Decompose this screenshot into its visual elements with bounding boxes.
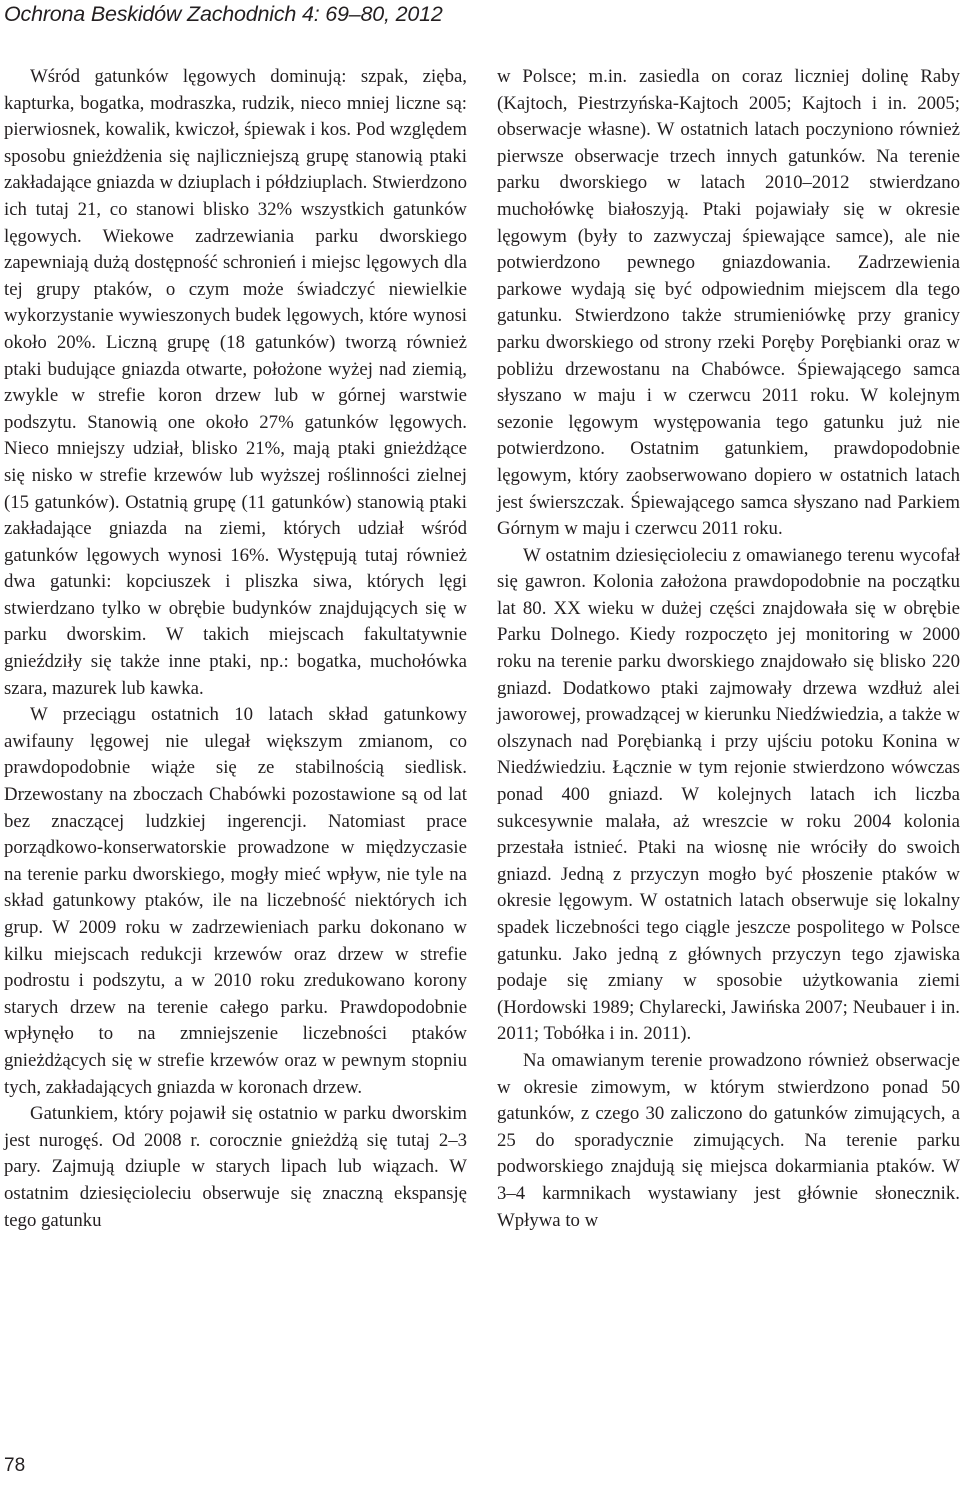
- running-head: Ochrona Beskidów Zachodnich 4: 69–80, 2012: [4, 2, 443, 26]
- left-paragraph-2: W przeciągu ostatnich 10 latach skład gatunkowy awifauny lęgowej nie ulegał większym zmianom, co prawdopodobnie wiąże się ze stabilnością siedlisk. Drzewostany na zboczach Chabówki pozostawione są od lat bez znaczącej ludzkiej ingerencji. Natomiast prace porządkowo-konserwatorskie prowadzone w międzyczasie na terenie parku dworskiego, mogły mieć wpływ, nie tyle na skład gatunkowy ptaków, ile na liczebność niektórych ich grup. W 2009 roku w zadrzewieniach parku dokonano w kilku miejscach redukcji krzewów oraz drzew w strefie podrostu i podszytu, a w 2010 roku zredukowano korony starych drzew na terenie całego parku. Prawdopodobnie wpłynęło to na zmniejszenie liczebności ptaków gnieżdżących się w strefie krzewów oraz w pewnym stopniu tych, zakładających gniazda w koronach drzew.: [4, 704, 467, 1098]
- right-paragraph-3: Na omawianym terenie prowadzono również obserwacje w okresie zimowym, w którym stwierdzono ponad 50 gatunków, z czego 30 zaliczono do gatunków zimujących, a 25 do sporadycznie zimujących. Na terenie parku podworskiego znajdują się miejsca dokarmiania ptaków. W 3–4 karmnikach wystawiany jest głównie słonecznik. Wpływa to w: [497, 1049, 960, 1231]
- right-paragraph-2: W ostatnim dziesięcioleciu z omawianego terenu wycofał się gawron. Kolonia założona prawdopodobnie na początku lat 80. XX wieku w dużej części znajdowała się w obrębie Parku Dolnego. Kiedy rozpoczęto jej monitoring w 2000 roku na terenie parku dworskiego znajdowało się blisko 220 gniazd. Dodatkowo ptaki zajmowały drzewa wzdłuż alei jaworowej, prowadzącej w kierunku Niedźwiedzia, a także w olszynach nad Porębianką i przy ujściu potoku Konina w Niedźwiedziu. Łącznie w tym rejonie stwierdzono wówczas ponad 400 gniazd. W kolejnych latach ich liczba sukcesywnie malała, aż wreszcie w roku 2004 kolonia przestała istnieć. Ptaki na wiosnę nie wróciły do swoich gniazd. Jedną z przyczyn mogło być płoszenie ptaków w okresie lęgowym. W ostatnich latach obserwuje się lokalny spadek liczebności tego ciągle jeszcze pospolitego w Polsce gatunku. Jako jedną z głównych przyczyn tego zjawiska podaje się zmiany w sposobie użytkowania ziemi (Hordowski 1989; Chylarecki, Jawińska 2007; Neubauer i in. 2011; Tobółka i in. 2011).: [497, 544, 960, 1045]
- left-paragraph-3: Gatunkiem, który pojawił się ostatnio w parku dworskim jest nurogęś. Od 2008 r. corocznie gnieżdżą się tutaj 2–3 pary. Zajmują dziuple w starych lipach lub wiązach. W ostatnim dziesięcioleciu obserwuje się znaczną ekspansję tego gatunku: [4, 1103, 467, 1231]
- right-paragraph-1: w Polsce; m.in. zasiedla on coraz liczniej dolinę Raby (Kajtoch, Piestrzyńska-Kajtoch 2005; Kajtoch i in. 2005; obserwacje własne). W ostatnich latach poczyniono również pierwsze obserwacje trzech innych gatunków. Na terenie parku dworskiego w latach 2010–2012 stwierdzano muchołówkę białoszyją. Ptaki pojawiały się w okresie lęgowym (były to zazwyczaj śpiewające samce), ale nie potwierdzono pewnego gniazdowania. Zadrzewienia parkowe wydają się być odpowiednim miejscem dla tego gatunku. Stwierdzono także strumieniówkę przy granicy parku dworskiego od strony rzeki Poręby Porębianki oraz w pobliżu drzewostanu na Chabówce. Śpiewającego samca słyszano w maju i w czerwcu 2011 roku. W kolejnym sezonie lęgowym występowania tego gatunku już nie potwierdzono. Ostatnim gatunkiem, prawdopodobnie lęgowym, który zaobserwowano dopiero w ostatnich latach jest świerszczak. Śpiewającego samca słyszano nad Parkiem Górnym w maju i czerwcu 2011 roku.: [497, 66, 960, 540]
- left-column: [4, 64, 467, 1234]
- left-paragraph-1: Wśród gatunków lęgowych dominują: szpak, zięba, kapturka, bogatka, modraszka, rudzik, nieco mniej liczne są: pierwiosnek, kowalik, kwiczoł, śpiewak i kos. Pod względem sposobu gnieżdżenia się najliczniejszą grupę stanowią ptaki zakładające gniazda w dziuplach i półdziuplach. Stwierdzono ich tutaj 21, co stanowi blisko 32% wszystkich gatunków lęgowych. Wiekowe zadrzewiania parku dworskiego zapewniają dużą dostępność schronień i miejsc lęgowych dla tej grupy ptaków, o czym może świadczyć niewielkie wykorzystanie wywieszonych budek lęgowych, które wynosi około 20%. Liczną grupę (18 gatunków) tworzą również ptaki budujące gniazda otwarte, położone wyżej nad ziemią, zwykle w strefie koron drzew lub w górnej warstwie podszytu. Stanowią one około 27% gatunków lęgowych. Nieco mniejszy udział, blisko 21%, mają ptaki gnieżdżące się nisko w strefie krzewów lub wyższej roślinności zielnej (15 gatunków). Ostatnią grupę (11 gatunków) stanowią ptaki zakładające gniazda na ziemi, których udział wśród gatunków lęgowych wynosi 16%. Występują tutaj również dwa gatunki: kopciuszek i pliszka siwa, których lęgi stwierdzano tylko w obrębie budynków znajdujących się w parku dworskim. W takich miejscach fakultatywnie gnieździły się także inne ptaki, np.: bogatka, muchołówka szara, mazurek lub kawka.: [4, 66, 467, 699]
- page-number: 78: [4, 1455, 26, 1476]
- right-column: [497, 64, 960, 1234]
